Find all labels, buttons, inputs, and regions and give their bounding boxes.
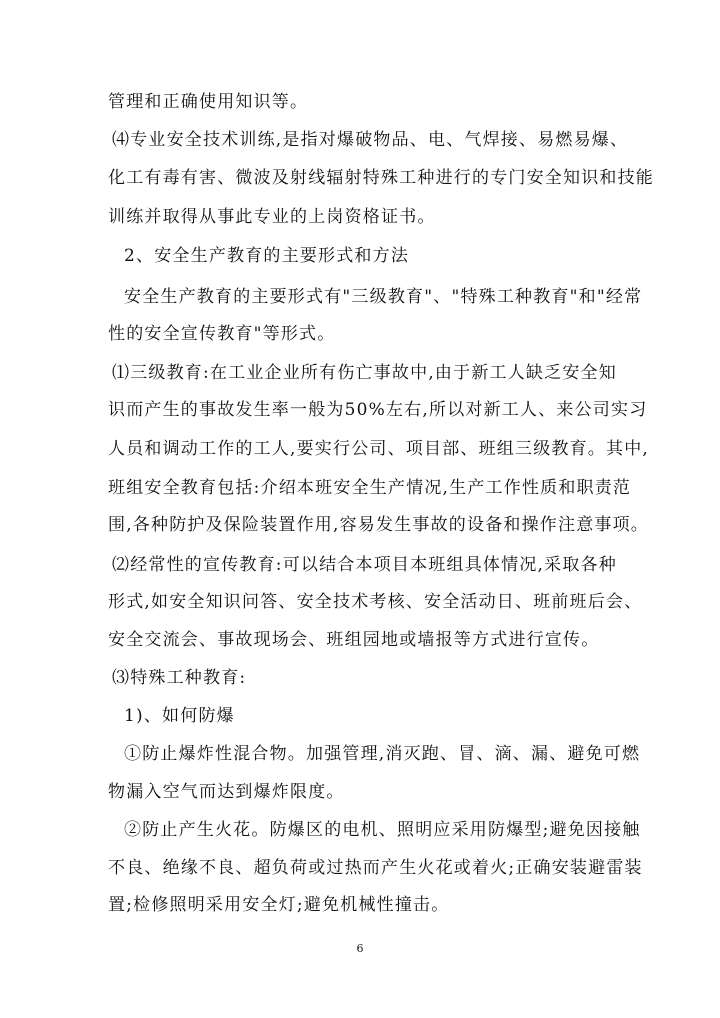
text-line: 安全交流会、事故现场会、班组园地或墙报等方式进行宣传。 (108, 630, 600, 650)
text-line: 识而产生的事故发生率一般为50%左右,所以对新工人、来公司实习 (108, 400, 648, 420)
text-line: ⑷专业安全技术训练,是指对爆破物品、电、气焊接、易燃易爆、 (112, 130, 629, 150)
text-line: 管理和正确使用知识等。 (108, 92, 309, 112)
text-line: 形式,如安全知识问答、安全技术考核、安全活动日、班前班后会、 (108, 592, 643, 612)
text-line: 围,各种防护及保险装置作用,容易发生事故的设备和操作注意事项。 (108, 515, 650, 535)
section-heading: 2、安全生产教育的主要形式和方法 (124, 246, 410, 266)
text-line: ⑵经常性的宣传教育:可以结合本项目本班组具体情况,采取各种 (112, 555, 617, 575)
text-line: 人员和调动工作的工人,要实行公司、项目部、班组三级教育。其中, (108, 439, 650, 459)
text-line: 训练并取得从事此专业的上岗资格证书。 (108, 207, 436, 227)
text-line: ⑴三级教育:在工业企业所有伤亡事故中,由于新工人缺乏安全知 (112, 363, 617, 383)
page-number: 6 (356, 942, 364, 955)
text-line: 不良、绝缘不良、超负荷或过热而产生火花或着火;正确安装避雷装 (108, 858, 643, 878)
text-line: 化工有毒有害、微波及射线辐射特殊工种进行的专门安全知识和技能 (108, 168, 654, 188)
text-line: 性的安全宣传教育"等形式。 (108, 324, 336, 344)
text-line: 安全生产教育的主要形式有"三级教育"、"特殊工种教育"和"经常 (124, 287, 643, 307)
text-line: 物漏入空气而达到爆炸限度。 (108, 782, 345, 802)
section-heading: ⑶特殊工种教育: (112, 668, 247, 688)
text-line: ①防止爆炸性混合物。加强管理,消灭跑、冒、滴、漏、避免可燃 (124, 744, 641, 764)
text-line: 置;检修照明采用安全灯;避免机械性撞击。 (108, 895, 450, 915)
text-line: 班组安全教育包括:介绍本班安全生产情况,生产工作性质和职责范 (108, 478, 632, 498)
text-line: ②防止产生火花。防爆区的电机、照明应采用防爆型;避免因接触 (124, 820, 641, 840)
section-heading: 1)、如何防爆 (124, 706, 235, 726)
